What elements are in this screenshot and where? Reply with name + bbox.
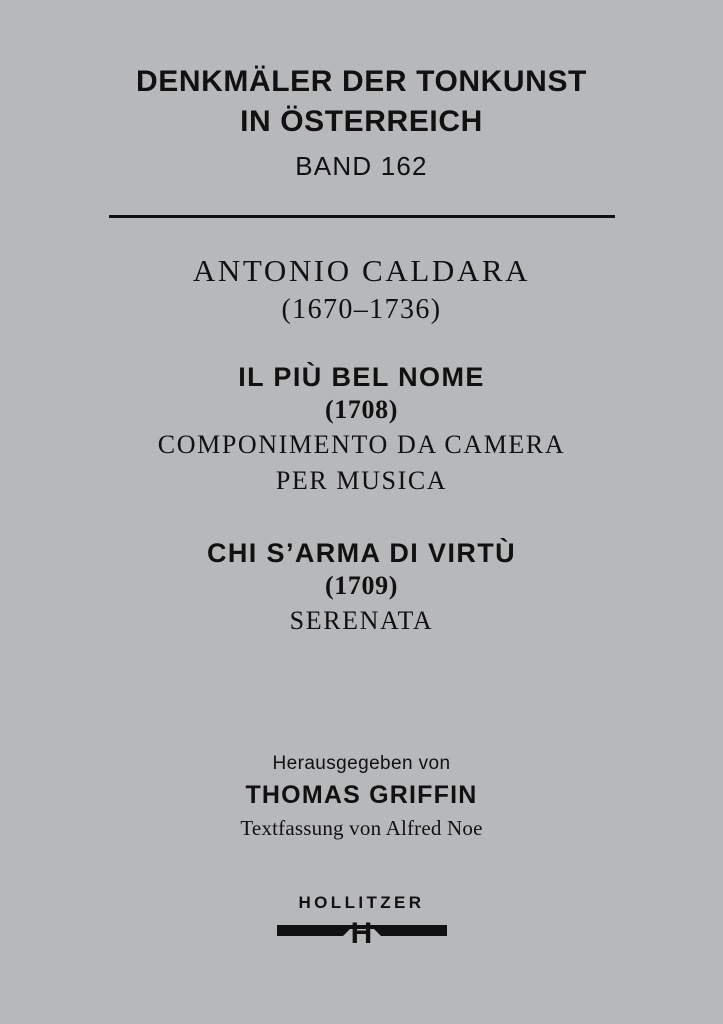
- work-title: IL PIÙ BEL NOME: [238, 361, 485, 392]
- composer-name: ANTONIO CALDARA: [192, 253, 531, 289]
- text-version-credit: Textfassung von Alfred Noe: [240, 816, 483, 841]
- editor-prefix: Herausgegeben von: [272, 753, 451, 775]
- work-genre-line-1: COMPONIMENTO DA CAMERA: [157, 429, 566, 459]
- work-genre-line-2: PER MUSICA: [275, 466, 448, 496]
- work-title: CHI S’ARMA DI VIRTÙ: [206, 537, 517, 568]
- work-entry-1: [158, 362, 565, 498]
- work-year: (1709): [325, 570, 398, 600]
- series-title-line-1: DENKMÄLER DER TONKUNST: [136, 65, 587, 98]
- work-year: (1708): [325, 394, 398, 424]
- publisher-monogram-letter: H: [350, 917, 373, 950]
- logo-wing-right-icon: [374, 929, 447, 936]
- series-title-line-2: IN ÖSTERREICH: [240, 104, 483, 138]
- logo-wing-left-icon: [277, 929, 350, 936]
- work-genre-line-1: SERENATA: [289, 605, 434, 635]
- publisher-monogram-mark: [277, 919, 447, 953]
- series-header: [0, 62, 723, 182]
- publisher-name: HOLLITZER: [298, 893, 425, 912]
- composer-dates: (1670–1736): [281, 293, 442, 325]
- series-volume: BAND 162: [295, 151, 428, 182]
- composer-block: [193, 252, 530, 326]
- publisher-logo: [0, 893, 723, 953]
- editor-name: THOMAS GRIFFIN: [245, 781, 478, 810]
- divider-rule: [109, 215, 615, 218]
- work-entry-2: [207, 538, 516, 638]
- editor-block: [240, 753, 482, 841]
